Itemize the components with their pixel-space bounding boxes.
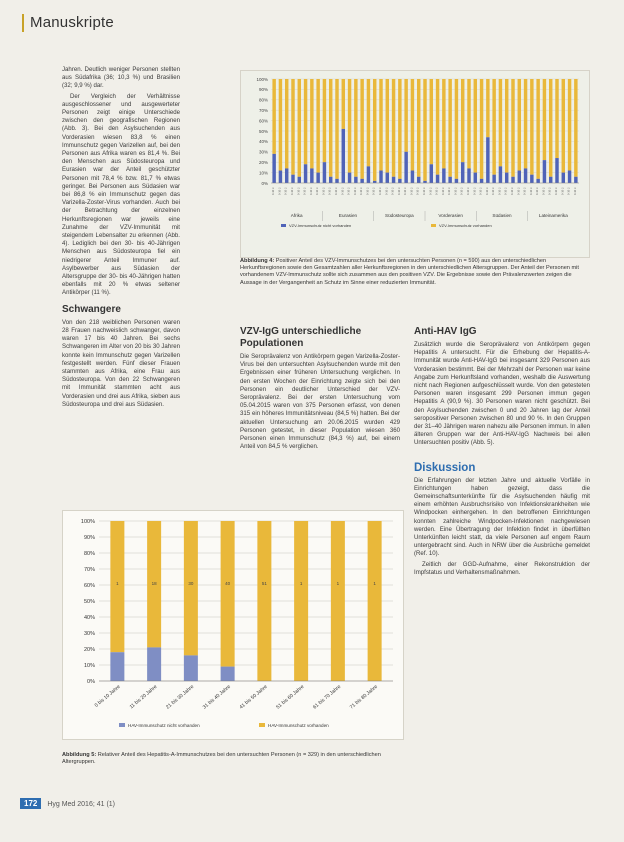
left-column [62, 66, 180, 411]
fig4-y-tick: 20% [258, 160, 268, 165]
fig4-x-tick: 0-10 J. [448, 187, 452, 195]
fig5-y-tick: 90% [83, 535, 95, 541]
fig5-x-tick: 11 bis 20 Jahre [128, 683, 159, 711]
fig4-bar-negative [398, 179, 401, 183]
fig5-bar-negative [147, 647, 161, 681]
fig4-x-tick: 0-10 J. [429, 187, 433, 195]
fig5-legend-swatch-positive [259, 723, 265, 727]
figure-4-chart [241, 71, 589, 257]
fig4-group-label: Eurasien [338, 213, 358, 218]
fig4-x-tick: 0-10 J. [498, 187, 502, 195]
figure-5-chart [63, 511, 403, 739]
fig4-x-tick: 0-10 J. [322, 187, 326, 195]
fig4-x-tick: 0-10 J. [517, 187, 521, 195]
fig4-x-tick: 0-10 J. [272, 187, 276, 195]
fig4-x-tick: 0-10 J. [404, 187, 408, 195]
fig4-bar-negative [536, 179, 539, 183]
fig5-y-tick: 50% [83, 599, 95, 605]
fig4-bar-positive [279, 79, 282, 171]
fig5-bar-label: 1 [373, 581, 376, 586]
fig4-x-tick: 0-10 J. [360, 187, 364, 195]
fig4-bar-positive [574, 79, 577, 177]
fig4-bar-positive [304, 79, 307, 164]
fig4-bar-negative [304, 164, 307, 183]
fig5-x-tick: 31 bis 40 Jahre [201, 683, 232, 711]
fig4-bar-negative [329, 177, 332, 183]
fig4-bar-positive [316, 79, 319, 173]
fig4-bar-positive [310, 79, 313, 168]
fig5-x-tick: 0 bis 10 Jahre [93, 683, 122, 709]
fig5-bar-label: 51 [261, 581, 267, 586]
fig4-bar-positive [549, 79, 552, 177]
fig4-bar-negative [323, 162, 326, 183]
fig4-bar-negative [480, 179, 483, 183]
fig4-x-tick: 0-10 J. [366, 187, 370, 195]
fig4-bar-negative [574, 177, 577, 183]
fig5-bar-positive [368, 521, 382, 681]
fig4-bar-negative [430, 164, 433, 183]
fig4-bar-positive [379, 79, 382, 171]
fig4-x-tick: 0-10 J. [555, 187, 558, 195]
header-accent-bar [22, 14, 24, 32]
fig4-bar-positive [272, 79, 275, 154]
fig4-bar-positive [285, 79, 288, 168]
heading-vzv-populationen: VZV-IgG unterschiedliche Populationen [240, 326, 362, 349]
fig4-x-tick: 0-10 J. [335, 187, 338, 195]
fig4-x-tick: 0-10 J. [473, 187, 477, 195]
fig4-x-tick: 0-10 J. [278, 187, 282, 195]
fig4-bar-negative [348, 173, 351, 183]
fig4-x-tick: 0-10 J. [460, 187, 464, 195]
fig4-bar-positive [543, 79, 546, 160]
fig5-bar-positive [294, 521, 308, 681]
fig4-bar-positive [348, 79, 351, 173]
fig4-bar-negative [279, 171, 282, 183]
fig4-bar-positive [430, 79, 433, 164]
fig5-y-tick: 100% [80, 519, 95, 525]
fig4-bar-negative [379, 171, 382, 183]
heading-schwangere: Schwangere [62, 303, 121, 315]
fig5-y-tick: 20% [83, 647, 95, 653]
fig5-bar-positive [331, 521, 345, 681]
fig4-bar-negative [373, 181, 376, 183]
page-number: 172 [20, 798, 41, 809]
fig4-bar-positive [467, 79, 470, 168]
figure-4-caption [240, 258, 590, 287]
fig4-bar-negative [499, 166, 502, 183]
fig4-bar-negative [518, 171, 521, 183]
fig4-bar-negative [354, 177, 357, 183]
fig4-bar-negative [360, 179, 363, 183]
fig4-bar-positive [518, 79, 521, 171]
fig4-y-tick: 100% [256, 76, 268, 82]
fig4-x-tick: 0-10 J. [397, 187, 401, 195]
fig5-bar-label: 18 [151, 581, 157, 586]
fig4-bar-negative [285, 168, 288, 183]
fig4-x-tick: 0-10 J. [542, 187, 546, 195]
fig4-legend-swatch-negative [281, 224, 286, 227]
fig5-y-tick: 60% [83, 583, 95, 589]
fig4-bar-positive [492, 79, 495, 175]
fig5-x-tick: 51 bis 60 Jahre [275, 683, 306, 711]
fig4-x-tick: 0-10 J. [504, 187, 508, 195]
fig4-x-tick: 0-10 J. [291, 187, 294, 195]
fig4-bar-positive [367, 79, 370, 166]
fig4-x-tick: 0-10 J. [561, 187, 565, 195]
fig4-bar-positive [524, 79, 527, 168]
figure-4-caption-label: Abbildung 4: [240, 258, 275, 264]
fig4-bar-negative [549, 177, 552, 183]
fig5-y-tick: 10% [83, 663, 95, 669]
fig4-bar-positive [417, 79, 420, 177]
figure-5-caption-label: Abbildung 5: [62, 752, 97, 758]
fig4-bar-negative [392, 177, 395, 183]
fig5-y-tick: 30% [83, 631, 95, 637]
fig4-y-tick: 40% [258, 139, 268, 145]
fig4-x-tick: 0-10 J. [385, 187, 389, 195]
fig4-x-tick: 0-10 J. [391, 187, 395, 195]
left-paragraph-3: Von den 218 weiblichen Personen waren 28 Frauen nachweislich schwanger, davon waren 17 bis 40 Jahren. Bei sechs Schwangeren im Alter von 20 bis 30 Jahren konnte kein Immunschutz gegen Varizellen festgestellt werden. Fünf dieser Frauen stammten aus Afrika, eine Frau aus Südosteuropa. Von den 22 Schwangeren mit Immunität stammten acht aus Vorderasien und drei aus Afrika, sieben aus Südosteuropa und drei aus Südasien. [62, 318, 180, 408]
fig5-x-tick: 41 bis 50 Jahre [238, 683, 269, 711]
fig4-bar-positive [499, 79, 502, 166]
page-footer [20, 798, 115, 809]
fig4-bar-negative [316, 173, 319, 183]
fig4-x-tick: 0-10 J. [573, 187, 577, 195]
fig4-group-label: Lateinamerika [538, 213, 568, 218]
figure-4-box [240, 70, 590, 258]
fig5-bar-label: 30 [188, 581, 194, 586]
fig4-y-tick: 70% [258, 108, 268, 113]
fig4-bar-positive [329, 79, 332, 177]
fig4-bar-positive [291, 79, 294, 175]
fig4-x-tick: 0-10 J. [454, 187, 458, 195]
fig4-bar-positive [474, 79, 477, 173]
fig4-y-tick: 60% [258, 118, 268, 124]
fig4-x-tick: 0-10 J. [492, 187, 496, 195]
fig4-bar-positive [342, 79, 345, 129]
fig4-bar-negative [511, 177, 514, 183]
fig5-y-tick: 0% [87, 679, 95, 685]
heading-anti-hav: Anti-HAV IgG [414, 326, 477, 337]
fig4-bar-negative [298, 177, 301, 183]
fig4-x-tick: 0-10 J. [548, 187, 552, 195]
fig4-y-tick: 90% [258, 87, 268, 93]
fig5-legend-swatch-negative [119, 723, 125, 727]
fig5-x-tick: 61 bis 70 Jahre [312, 683, 343, 711]
fig4-group-label: Südosteuropa [385, 213, 414, 218]
fig4-bar-positive [455, 79, 458, 179]
fig5-x-tick: 21 bis 30 Jahre [165, 683, 196, 711]
fig4-bar-negative [448, 177, 451, 183]
fig4-bar-negative [492, 175, 495, 183]
fig4-bar-positive [448, 79, 451, 177]
right-column [414, 326, 590, 579]
fig4-bar-negative [386, 173, 389, 183]
fig5-bar-negative [110, 652, 124, 681]
fig4-bar-positive [398, 79, 401, 179]
fig5-y-tick: 80% [83, 551, 95, 557]
fig4-x-tick: 0-10 J. [372, 187, 376, 195]
fig4-bar-negative [568, 171, 571, 183]
fig4-bar-positive [530, 79, 533, 175]
fig5-x-tick: 71 bis 80 Jahre [348, 683, 379, 711]
fig4-bar-negative [474, 173, 477, 183]
fig4-bar-positive [392, 79, 395, 177]
fig5-bar-label: 40 [225, 581, 231, 586]
right-paragraph-3: Zeitlich der GGD-Aufnahme, einer Rekonstruktion der Impfstatus und Verhaltensmaßnahmen. [414, 560, 590, 576]
fig4-bar-negative [562, 173, 565, 183]
fig4-bar-negative [335, 179, 338, 183]
fig4-x-tick: 0-10 J. [347, 187, 351, 195]
figure-5-caption [62, 752, 402, 766]
fig4-bar-negative [291, 175, 294, 183]
fig4-x-tick: 0-10 J. [529, 187, 533, 195]
fig4-bar-positive [386, 79, 389, 173]
fig4-x-tick: 0-10 J. [536, 187, 540, 195]
fig4-bar-negative [486, 137, 489, 183]
heading-diskussion: Diskussion [414, 461, 476, 474]
fig4-x-tick: 0-10 J. [284, 187, 288, 195]
left-paragraph-2: Der Vergleich der Verhältnisse ausgeschlossener und ausgewerteter Personen zeigt einige Unterschiede zwischen den geografischen Regionen (Abb. 3). Bei den Asylsuchenden aus Vorderasien wiesen 83,8 % einen Immunschutz gegen Varizellen auf, bei den Personen aus Afrika waren es 81,4 %. Bei den Menschen aus Südosteuropa und Eurasien war der Anteil geschützter Personen mit 78,4 % bzw. 81,7 % etwas geringer. Bei Personen aus Südasien war bei 86,8 % ein Immunschutz gegen das Varizella-Zoster-Virus vorhanden. Auch bei der Betrachtung der einzelnen Herkunftsregionen war jeweils eine Zunahme der VZV-Immunität mit steigendem Lebensalter zu erkennen (Abb. 4). Lediglich bei den 30- bis 40-Jährigen Menschen aus Südosteuropa fiel ein niedrigerer Anteil Immuner auf. Asylbewerber aus Südasien der Altersgruppe der 30- bis 40-Jährigen hatten ebenfalls mit 20 % etwas seltener Antikörper (11 %). [62, 92, 180, 297]
fig4-x-tick: 0-10 J. [485, 187, 489, 195]
fig4-group-label: Südasien [492, 213, 512, 218]
fig5-legend-positive: HAV-Immunschutz vorhanden [268, 723, 329, 728]
fig4-bar-positive [423, 79, 426, 181]
right-paragraph-2: Die Erfahrungen der letzten Jahre und aktuelle Vorfälle in Einrichtungen haben gezeigt, dass die Gemeinschaftsunterkünfte für die Asylsuchenden häufig mit einem erhöhten Ausbruchsrisiko von Infektionskrankheiten wie Windpocken einhergehen. In den betroffenen Einrichtungen konnten zahlreiche Windpocken-Infektionen nachgewiesen werden. Eine Übertragung der Infektion findet in überfüllten Unterkünften leicht statt, da viele Personen auf engem Raum untergebracht sind. Auch in NRW über die Ausbrüche gemeldet (Ref. 10). [414, 476, 590, 558]
fig5-bar-positive [184, 521, 198, 655]
fig4-legend-negative: VZV-Immunschutz nicht vorhanden [289, 223, 352, 228]
fig4-x-tick: 0-10 J. [567, 187, 571, 195]
fig4-bar-negative [467, 168, 470, 183]
fig4-x-tick: 0-10 J. [379, 187, 382, 195]
fig4-bar-negative [367, 166, 370, 183]
fig4-legend-swatch-positive [431, 224, 436, 227]
fig5-y-tick: 40% [83, 615, 95, 621]
fig4-x-tick: 0-10 J. [435, 187, 439, 195]
fig4-bar-positive [404, 79, 407, 152]
fig5-bar-positive [110, 521, 124, 652]
fig4-bar-negative [442, 168, 445, 183]
fig4-legend-positive: VZV-Immunschutz vorhanden [439, 223, 492, 228]
fig4-bar-positive [442, 79, 445, 168]
fig4-bar-positive [536, 79, 539, 179]
fig5-bar-label: 1 [299, 581, 303, 586]
fig4-y-tick: 50% [258, 128, 268, 134]
fig4-bar-negative [505, 173, 508, 183]
fig4-y-tick: 30% [258, 149, 268, 155]
middle-paragraph-1: Die Seroprävalenz von Antikörpern gegen Varizella-Zoster-Virus bei den untersuchten Asylsuchenden wurde mit den Ergebnissen einer früheren Untersuchung verglichen. In den ersten Wochen der Einrichtung zeigte sich bei den Personen ein deutlicher Unterschied der VZV-Seroprävalenz. Bei der ersten Untersuchung vom 05.04.2015 waren von 375 Personen erfasst, von denen 315 ein höheres Immunitätsniveau (84,5 %) hatten. Bei der aktuellen Untersuchung am 20.06.2015 wurden 429 Personen getestet, in dieser Population wiesen 360 Personen einen Immunschutz (84,3 %) auf, bei einem Anteil von 84,5 % verglichen. [240, 353, 400, 451]
fig4-bar-positive [360, 79, 363, 179]
fig4-x-tick: 0-10 J. [410, 187, 414, 195]
fig5-bar-label: 1 [336, 581, 340, 586]
fig4-x-tick: 0-10 J. [353, 187, 357, 195]
fig4-bar-negative [524, 168, 527, 183]
fig4-y-tick: 0% [261, 180, 268, 186]
fig5-bar-negative [184, 655, 198, 681]
fig5-bar-label: 1 [116, 581, 119, 586]
fig4-bar-negative [530, 175, 533, 183]
fig4-bar-negative [455, 179, 458, 183]
fig4-bar-positive [480, 79, 483, 179]
fig4-bar-negative [555, 158, 558, 183]
fig4-bar-negative [310, 168, 313, 183]
fig4-bar-positive [505, 79, 508, 173]
fig4-x-tick: 0-10 J. [309, 187, 313, 195]
fig4-x-tick: 0-10 J. [511, 187, 514, 195]
figure-4-caption-text: Positiver Anteil des VZV-Immunschutzes bei den untersuchten Personen (n = 590) aus den unterschiedlichen Herkunftsregionen sowie den Gesamtzahlen aller Herkunftsregionen in den unterschiedlichen Altersgruppen. Der Anteil der Personen mit vorhandenem VZV-Immunschutz sollte sich zusammen aus den positiven VZV. Die Ergebnisse sowie den Prävalenzwerten zeigen die Aussage in der Vergangenheit an Schutz im Sinne einer reduzierten Immunität. [240, 258, 579, 286]
section-title: Manuskripte [30, 14, 114, 31]
fig4-bar-positive [373, 79, 376, 181]
fig4-bar-negative [436, 175, 439, 183]
fig4-y-tick: 10% [258, 170, 268, 176]
fig4-group-label: Vorderasien [438, 213, 463, 218]
fig4-group-label: Afrika [290, 213, 303, 218]
figure-5-caption-text: Relativer Anteil des Hepatitis-A-Immunschutzes bei den untersuchten Personen (n = 329) in den unterschiedlichen Altergruppen. [62, 752, 381, 766]
fig4-x-tick: 0-10 J. [441, 187, 445, 195]
fig5-bar-positive [257, 521, 271, 681]
fig4-bar-positive [562, 79, 565, 173]
fig4-bar-positive [298, 79, 301, 177]
fig4-bar-negative [423, 181, 426, 183]
fig4-x-tick: 0-10 J. [316, 187, 320, 195]
fig4-bar-positive [436, 79, 439, 175]
fig4-bar-negative [404, 152, 407, 183]
fig4-x-tick: 0-10 J. [297, 187, 301, 195]
figure-5-box [62, 510, 404, 740]
middle-column [240, 326, 400, 453]
fig4-bar-positive [568, 79, 571, 171]
fig4-bar-positive [461, 79, 464, 162]
fig4-bar-positive [511, 79, 514, 177]
fig4-bar-negative [417, 177, 420, 183]
fig4-x-tick: 0-10 J. [341, 187, 345, 195]
fig4-y-tick: 80% [258, 97, 268, 103]
fig4-x-tick: 0-10 J. [423, 187, 426, 195]
fig4-x-tick: 0-10 J. [479, 187, 483, 195]
right-paragraph-1: Zusätzlich wurde die Seroprävalenz von Antikörpern gegen Hepatitis A untersucht. Für die Erhebung der Hepatitis-A-Immunität wurde Anti-HAV-IgG bei insgesamt 329 Personen aus Vorderasien bestimmt. Bei der Mehrzahl der Personen war keine Angabe zum Herkunftsland vorhanden, weshalb die Auswertung nicht nach Regionen aufgeschlüsselt wurde. Von den getesteten Personen waren insgesamt 299 Personen immun gegen Hepatitis A (90,9 %). 30 Personen waren nicht geschützt. Bei den Asylsuchenden zwischen 0 und 20 Jahren lag der Anteil seropositiver Personen zwischen 80 und 90 %. In den Gruppen der 31–40 Jährigen waren nahezu alle Personen immun. In allen älteren Gruppen war der Anti-HAV-IgG Nachweis bei allen Untersuchten positiv (Abb. 5). [414, 341, 590, 447]
fig4-bar-negative [543, 160, 546, 183]
fig4-bar-positive [486, 79, 489, 137]
fig4-x-tick: 0-10 J. [467, 187, 470, 195]
left-paragraph-1: Jahren. Deutlich weniger Personen stellten aus Südafrika (36; 10,3 %) und Brasilien (32; 9,9 %) dar. [62, 66, 180, 90]
fig4-x-tick: 0-10 J. [416, 187, 420, 195]
journal-citation: Hyg Med 2016; 41 (1) [47, 801, 116, 808]
fig4-bar-positive [411, 79, 414, 171]
fig4-bar-positive [323, 79, 326, 162]
fig4-x-tick: 0-10 J. [303, 187, 307, 195]
fig4-bar-negative [461, 162, 464, 183]
fig4-x-tick: 0-10 J. [328, 187, 332, 195]
fig4-bar-negative [411, 171, 414, 183]
fig4-bar-negative [342, 129, 345, 183]
fig5-bar-positive [221, 521, 235, 667]
fig5-legend-negative: HAV-Immunschutz nicht vorhanden [128, 723, 200, 728]
fig5-bar-negative [221, 667, 235, 681]
fig4-bar-positive [555, 79, 558, 158]
fig4-bar-negative [272, 154, 275, 183]
fig4-x-tick: 0-10 J. [523, 187, 527, 195]
fig4-bar-positive [335, 79, 338, 179]
fig5-y-tick: 70% [83, 567, 95, 573]
fig4-bar-positive [354, 79, 357, 177]
